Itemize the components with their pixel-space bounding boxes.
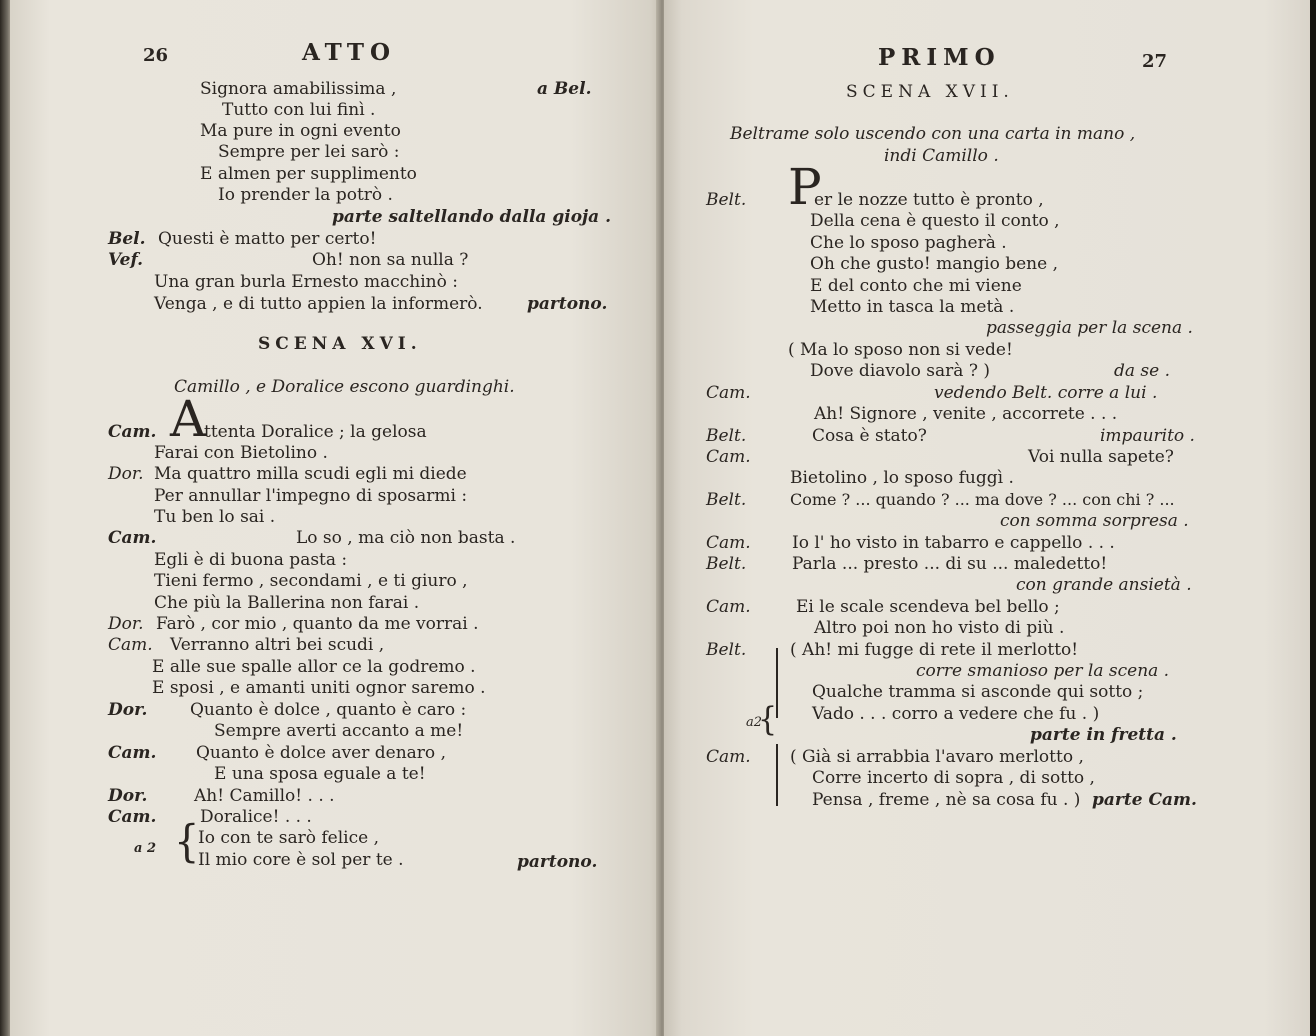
right-page-number: 27 <box>1142 51 1168 72</box>
speaker-name: Vef. <box>108 250 144 270</box>
verse-line: Quanto è dolce , quanto è caro : <box>190 700 467 720</box>
stage-direction: vedendo Belt. corre a lui . <box>934 383 1158 403</box>
verse-line: ( Già si arrabbia l'avaro merlotto , <box>790 747 1084 767</box>
stage-direction: con somma sorpresa . <box>1000 511 1189 531</box>
right-page <box>664 0 1310 1036</box>
verse-line: ( Ma lo sposo non si vede! <box>788 340 1013 360</box>
speaker-name: Dor. <box>108 786 148 806</box>
stage-direction: corre smanioso per la scena . <box>916 661 1170 681</box>
verse-line: Parla ... presto ... di su ... maledetto! <box>792 554 1108 574</box>
stage-direction: parte in fretta . <box>1030 725 1177 745</box>
verse-line: Ma quattro milla scudi egli mi diede <box>154 464 467 484</box>
speaker-name: Belt. <box>706 640 747 660</box>
verse-line: Che più la Ballerina non farai . <box>154 593 420 613</box>
verse-line: Tu ben lo sai . <box>154 507 276 527</box>
speaker-name: Cam. <box>108 743 157 763</box>
speaker-name: Dor. <box>108 614 144 634</box>
right-running-head: PRIMO <box>878 44 1001 71</box>
scene-title: SCENA XVII. <box>846 82 1014 102</box>
speaker-name: Cam. <box>706 597 751 617</box>
verse-line: Ah! Signore , venite , accorrete . . . <box>814 404 1118 424</box>
scene-direction: indi Camillo . <box>884 146 999 166</box>
left-page-number: 26 <box>143 45 169 66</box>
verse-line: Voi nulla sapete? <box>1028 447 1174 467</box>
speaker-name: Cam. <box>706 383 751 403</box>
bracket-line <box>776 744 778 806</box>
verse-line: Pensa , freme , nè sa cosa fu . ) <box>812 790 1081 810</box>
verse-line: Che lo sposo pagherà . <box>810 233 1007 253</box>
verse-line: Verranno altri bei scudi , <box>170 635 385 655</box>
left-page <box>10 0 660 1036</box>
verse-line: Oh che gusto! mangio bene , <box>810 254 1059 274</box>
verse-line: Sempre per lei sarò : <box>218 142 400 162</box>
verse-line: Egli è di buona pasta : <box>154 550 348 570</box>
speaker-name: Cam. <box>706 533 751 553</box>
verse-line: er le nozze tutto è pronto , <box>814 190 1044 210</box>
speaker-name: Cam. <box>108 635 153 655</box>
verse-line: Io con te sarò felice , <box>198 828 379 848</box>
verse-line: Dove diavolo sarà ? ) <box>810 361 990 381</box>
drop-capital: A <box>170 390 207 448</box>
stage-direction: impaurito . <box>1100 426 1195 446</box>
ensemble-marker: a 2 <box>134 841 156 856</box>
scene-direction: Camillo , e Doralice escono guardinghi. <box>174 377 515 397</box>
verse-line: Come ? ... quando ? ... ma dove ? ... con chi ? ... <box>790 490 1175 509</box>
verse-line: Ei le scale scendeva bel bello ; <box>796 597 1060 617</box>
verse-line: Farò , cor mio , quanto da me vorrai . <box>156 614 479 634</box>
stage-direction: con grande ansietà . <box>1016 575 1192 595</box>
brace-glyph: { <box>758 700 778 739</box>
stage-direction: passeggia per la scena . <box>986 318 1193 338</box>
verse-line: Lo so , ma ciò non basta . <box>296 528 516 548</box>
speaker-name: Belt. <box>706 490 747 510</box>
verse-line: E del conto che mi viene <box>810 276 1022 296</box>
verse-line: E almen per supplimento <box>200 164 417 184</box>
stage-direction: a Bel. <box>537 79 592 99</box>
verse-line: Ah! Camillo! . . . <box>194 786 335 806</box>
verse-line: Tieni fermo , secondami , e ti giuro , <box>154 571 468 591</box>
speaker-name: Dor. <box>108 700 148 720</box>
verse-line: Oh! non sa nulla ? <box>312 250 469 270</box>
scene-title: SCENA XVI. <box>258 334 422 354</box>
speaker-name: Belt. <box>706 426 747 446</box>
verse-line: Altro poi non ho visto di più . <box>814 618 1065 638</box>
verse-line: Ma pure in ogni evento <box>200 121 401 141</box>
verse-line: Venga , e di tutto appien la informerò. <box>154 294 483 314</box>
verse-line: ttenta Doralice ; la gelosa <box>204 422 427 442</box>
speaker-name: Cam. <box>706 447 751 467</box>
verse-line: Quanto è dolce aver denaro , <box>196 743 446 763</box>
speaker-name: Cam. <box>108 422 157 442</box>
verse-line: Il mio core è sol per te . <box>198 850 404 870</box>
verse-line: Vado . . . corro a vedere che fu . ) <box>812 704 1100 724</box>
verse-line: Doralice! . . . <box>200 807 312 827</box>
verse-line: Signora amabilissima , <box>200 79 397 99</box>
ensemble-marker: a2 <box>746 715 763 730</box>
speaker-name: Cam. <box>108 528 157 548</box>
speaker-name: Cam. <box>108 807 157 827</box>
stage-direction: parte saltellando dalla gioja . <box>332 207 612 227</box>
verse-line: Sempre averti accanto a me! <box>214 721 464 741</box>
stage-direction: partono. <box>517 852 598 872</box>
speaker-name: Belt. <box>706 554 747 574</box>
stage-direction: partono. <box>527 294 608 314</box>
speaker-name: Belt. <box>706 190 747 210</box>
verse-line: Tutto con lui finì . <box>222 100 376 120</box>
verse-line: Cosa è stato? <box>812 426 927 446</box>
verse-line: Bietolino , lo sposo fuggì . <box>790 468 1014 488</box>
speaker-name: Dor. <box>108 464 144 484</box>
verse-line: E una sposa eguale a te! <box>214 764 426 784</box>
verse-line: Io prender la potrò . <box>218 185 393 205</box>
stage-direction: da se . <box>1114 361 1171 381</box>
stage-direction: parte Cam. <box>1092 790 1197 810</box>
left-running-head: ATTO <box>302 39 397 66</box>
verse-line: Metto in tasca la metà . <box>810 297 1015 317</box>
verse-line: Corre incerto di sopra , di sotto , <box>812 768 1095 788</box>
verse-line: E sposi , e amanti uniti ognor saremo . <box>152 678 486 698</box>
speaker-name: Bel. <box>108 229 146 249</box>
drop-capital: P <box>788 158 822 216</box>
verse-line: Io l' ho visto in tabarro e cappello . . . <box>792 533 1115 553</box>
verse-line: Questi è matto per certo! <box>158 229 377 249</box>
brace-glyph: { <box>174 816 200 868</box>
verse-line: Della cena è questo il conto , <box>810 211 1060 231</box>
speaker-name: Cam. <box>706 747 751 767</box>
verse-line: Qualche tramma si asconde qui sotto ; <box>812 682 1144 702</box>
verse-line: Una gran burla Ernesto macchinò : <box>154 272 458 292</box>
verse-line: Farai con Bietolino . <box>154 443 328 463</box>
verse-line: Per annullar l'impegno di sposarmi : <box>154 486 468 506</box>
scene-direction: Beltrame solo uscendo con una carta in mano , <box>730 124 1136 144</box>
verse-line: E alle sue spalle allor ce la godremo . <box>152 657 476 677</box>
verse-line: ( Ah! mi fugge di rete il merlotto! <box>790 640 1079 660</box>
